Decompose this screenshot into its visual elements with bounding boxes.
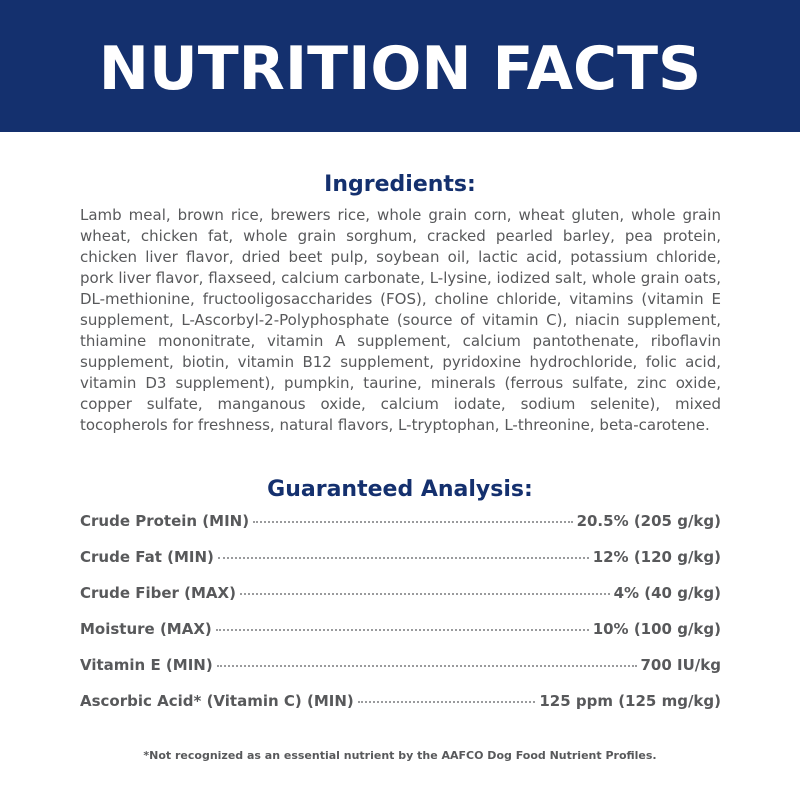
analysis-row-crude-fat [80, 548, 721, 584]
analysis-row-crude-fiber [80, 584, 721, 620]
header-banner [0, 0, 800, 132]
analysis-label: Vitamin E (MIN) [80, 656, 213, 674]
analysis-value: 20.5% (205 g/kg) [576, 512, 721, 530]
analysis-label: Moisture (MAX) [80, 620, 212, 638]
analysis-row-crude-protein [80, 512, 721, 548]
analysis-row-vitamin-e [80, 656, 721, 692]
analysis-value: 125 ppm (125 mg/kg) [539, 692, 721, 710]
dot-leader [240, 593, 610, 595]
page-title: NUTRITION FACTS [98, 34, 702, 104]
analysis-value: 12% (120 g/kg) [592, 548, 721, 566]
dot-leader [358, 701, 536, 703]
analysis-value: 4% (40 g/kg) [613, 584, 721, 602]
analysis-value: 10% (100 g/kg) [592, 620, 721, 638]
ingredients-text: Lamb meal, brown rice, brewers rice, whole grain corn, wheat gluten, whole grain wheat, chicken fat, whole grain sorghum, cracked pearled barley, pea protein, chicken liver flavor, dried beet pulp, soybean oil, lactic acid, potassium chloride, pork liver flavor, flaxseed, calcium carbonate, L-lysine, iodized salt, whole grain oats, DL-methionine, fructooligosaccharides (FOS), choline chloride, vitamins (vitamin E supplement, L-Ascorbyl-2-Polyphosphate (source of vitamin C), niacin supplement, thiamine mononitrate, vitamin A supplement, calcium pantothenate, riboflavin supplement, biotin, vitamin B12 supplement, pyridoxine hydrochloride, folic acid, vitamin D3 supplement), pumpkin, taurine, minerals (ferrous sulfate, zinc oxide, copper sulfate, manganous oxide, calcium iodate, sodium selenite), mixed tocopherols for freshness, natural flavors, L-tryptophan, L-threonine, beta-carotene. [80, 206, 721, 434]
analysis-label: Crude Protein (MIN) [80, 512, 250, 530]
ingredients-heading: Ingredients: [324, 172, 476, 197]
guaranteed-analysis-table [80, 512, 721, 728]
dot-leader [216, 629, 589, 631]
analysis-row-moisture [80, 620, 721, 656]
analysis-value: 700 IU/kg [640, 656, 721, 674]
dot-leader [253, 521, 572, 523]
guaranteed-analysis-heading: Guaranteed Analysis: [267, 477, 533, 502]
analysis-label: Crude Fiber (MAX) [80, 584, 236, 602]
footnote: *Not recognized as an essential nutrient by the AAFCO Dog Food Nutrient Profiles. [143, 749, 657, 762]
dot-leader [218, 557, 589, 559]
analysis-label: Ascorbic Acid* (Vitamin C) (MIN) [80, 692, 354, 710]
dot-leader [217, 665, 637, 667]
analysis-label: Crude Fat (MIN) [80, 548, 214, 566]
analysis-row-ascorbic-acid [80, 692, 721, 728]
